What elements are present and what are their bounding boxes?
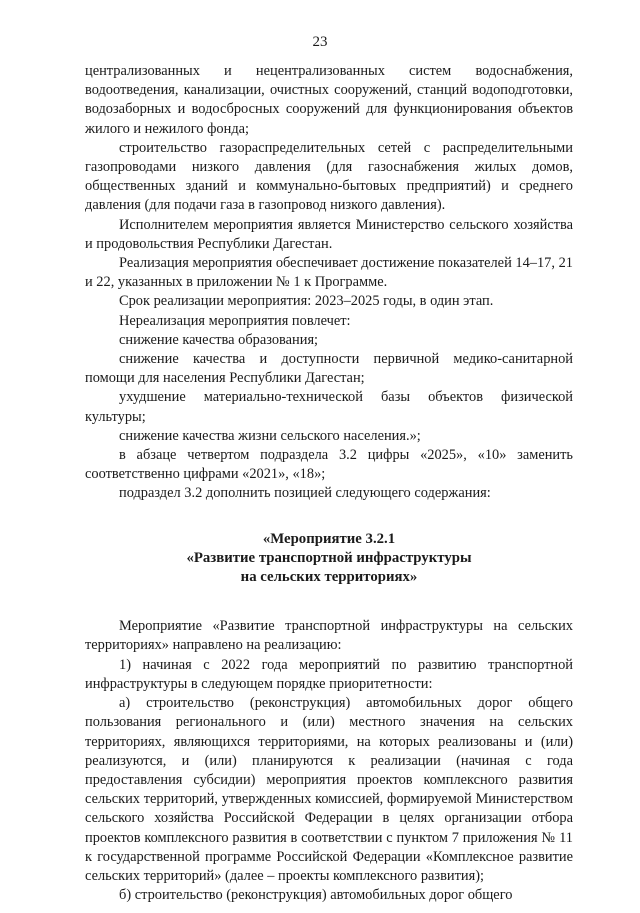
paragraph: Реализация мероприятия обеспечивает достижение показателей 14–17, 21 и 22, указанных в приложении № 1 к Программе. [85, 255, 573, 291]
paragraph: Нереализация мероприятия повлечет: [119, 312, 351, 329]
paragraph: Исполнителем мероприятия является Министерство сельского хозяйства и продовольствия Республики Дагестан. [85, 216, 573, 252]
paragraph: снижение качества и доступности первичной медико-санитарной помощи для населения Республики Дагестан; [85, 351, 573, 387]
paragraph: 1) начиная с 2022 года мероприятий по развитию транспортной инфраструктуры в следующем порядке приоритетности: [85, 656, 573, 692]
paragraph: централизованных и нецентрализованных систем водоснабжения, водоотведения, канализации, очистных сооружений, станций водоподготовки, водозаборных и водосбросных сооружений для функционирования объектов жилого и нежилого фонда; [85, 63, 573, 137]
paragraph: снижение качества жизни сельского населения.»; [119, 427, 421, 444]
document-body [85, 62, 573, 905]
heading-line: «Развитие транспортной инфраструктуры [186, 549, 472, 566]
page-number: 23 [312, 34, 328, 50]
paragraph: Мероприятие «Развитие транспортной инфраструктуры на сельских территориях» направлено на реализацию: [85, 618, 573, 654]
paragraph: подраздел 3.2 дополнить позицией следующего содержания: [119, 485, 491, 502]
heading-line: на сельских территориях» [240, 569, 418, 586]
paragraph: строительство газораспределительных сетей с распределительными газопроводами низкого давления (для газоснабжения жилых домов, общественных зданий и коммунально-бытовых предприятий) и среднего давления (для подачи газа в газопровод низкого давления). [85, 139, 573, 214]
section-heading [85, 530, 573, 588]
paragraph: б) строительство (реконструкция) автомобильных дорог общего [119, 887, 513, 904]
heading-line: «Мероприятие 3.2.1 [262, 530, 396, 547]
paragraph: в абзаце четвертом подраздела 3.2 цифры «2025», «10» заменить соответственно цифрами «2021», «18»; [85, 447, 573, 483]
paragraph: Срок реализации мероприятия: 2023–2025 годы, в один этап. [119, 293, 494, 310]
paragraph: а) строительство (реконструкция) автомобильных дорог общего пользования регионального и (или) местного значения на сельских территориях, являющихся территориями, на которых реализованы и (или) реализуются, и (или) планируются к реализации (начиная с года предоставления субсидии) мероприятия проектов комплексного развития сельских территорий, утвержденных комиссией, формируемой Министерством сельского хозяйства Российской Федерации в целях организации отбора проектов комплексного развития в соответствии с пунктом 7 приложения № 11 к государственной программе Российской Федерации «Комплексное развитие сельских территорий» (далее – проекты комплексного развития); [85, 695, 573, 884]
paragraph: снижение качества образования; [119, 331, 319, 348]
paragraph: ухудшение материально-технической базы объектов физической культуры; [85, 389, 573, 425]
